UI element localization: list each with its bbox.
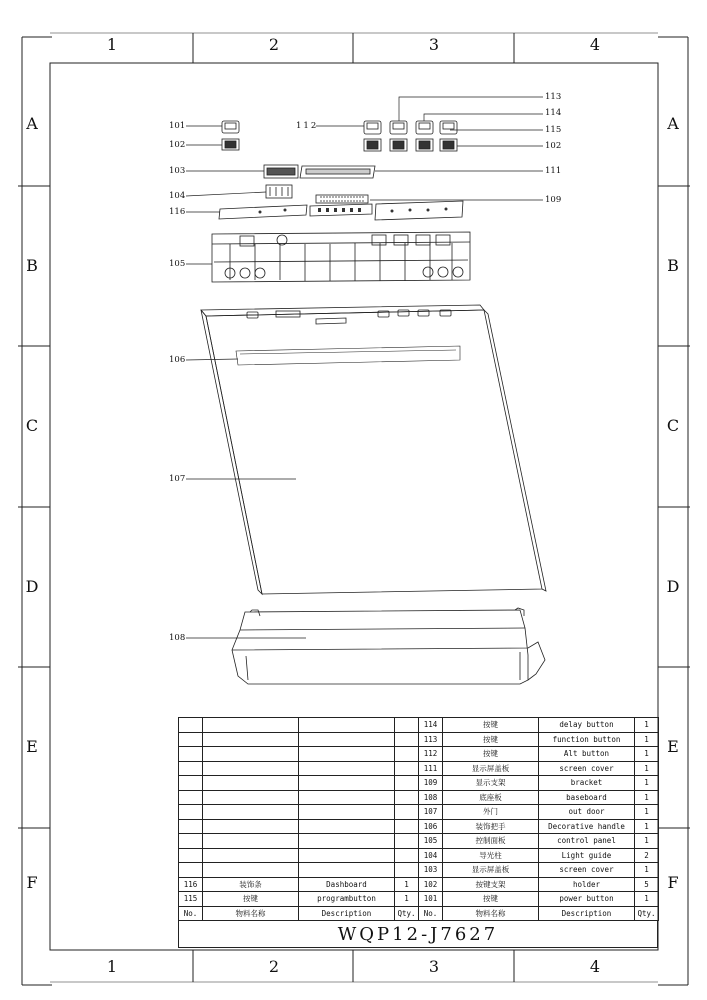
- bom-item-number: [179, 848, 203, 863]
- column-label-4-bottom: 4: [589, 957, 601, 976]
- bom-item-number: [179, 819, 203, 834]
- bom-item-name: 按键: [203, 892, 299, 907]
- bom-item-name: [203, 718, 299, 733]
- bom-item-quantity: [395, 776, 419, 791]
- bom-item-quantity: [395, 718, 419, 733]
- bom-row: [179, 790, 659, 805]
- bom-item-name: 显示支架: [443, 776, 539, 791]
- bom-item-description: [299, 732, 395, 747]
- column-label-1-top: 1: [106, 35, 118, 54]
- bom-item-name: [203, 761, 299, 776]
- bill-of-materials-table: [178, 717, 659, 921]
- bom-item-number: 104: [419, 848, 443, 863]
- bom-item-quantity: 1: [635, 863, 659, 878]
- bom-item-name: 导光柱: [443, 848, 539, 863]
- callout-103: 103: [169, 166, 186, 176]
- row-label-b-right: B: [667, 256, 679, 275]
- bom-header-description: Description: [539, 906, 635, 921]
- bom-item-quantity: [395, 747, 419, 762]
- bom-header-qty: Qty.: [635, 906, 659, 921]
- bom-item-quantity: [395, 848, 419, 863]
- bom-item-number: [179, 761, 203, 776]
- bom-header-no: No.: [419, 906, 443, 921]
- bom-item-name: [203, 805, 299, 820]
- callout-102-left: 102: [169, 140, 186, 150]
- row-label-e-left: E: [26, 737, 38, 756]
- row-label-a-left: A: [26, 114, 38, 133]
- bom-item-quantity: 1: [635, 776, 659, 791]
- bom-header-qty: Qty.: [395, 906, 419, 921]
- bom-item-description: out door: [539, 805, 635, 820]
- bom-item-number: [179, 863, 203, 878]
- column-label-2-bottom: 2: [268, 957, 280, 976]
- bom-item-quantity: [395, 834, 419, 849]
- bom-item-description: power button: [539, 892, 635, 907]
- bom-item-number: 109: [419, 776, 443, 791]
- bom-item-name: 外门: [443, 805, 539, 820]
- bom-item-quantity: [395, 819, 419, 834]
- bom-item-quantity: 1: [635, 761, 659, 776]
- bom-item-description: [299, 819, 395, 834]
- bom-item-description: [299, 790, 395, 805]
- callout-109: 109: [545, 195, 562, 205]
- bom-item-name: 显示屏盖板: [443, 761, 539, 776]
- callout-113: 113: [545, 92, 562, 102]
- bom-item-quantity: 1: [635, 834, 659, 849]
- bom-item-number: [179, 790, 203, 805]
- bom-row: [179, 834, 659, 849]
- bom-item-name: 装饰条: [203, 877, 299, 892]
- bom-item-name: [203, 848, 299, 863]
- bom-item-number: 115: [179, 892, 203, 907]
- bom-header-no: No.: [179, 906, 203, 921]
- bom-header-row: [179, 906, 659, 921]
- bom-item-name: [203, 790, 299, 805]
- bom-item-name: [203, 776, 299, 791]
- bom-item-quantity: [395, 732, 419, 747]
- callout-112: 112: [296, 121, 319, 131]
- bom-item-quantity: 1: [635, 747, 659, 762]
- bom-row: [179, 892, 659, 907]
- bom-item-description: Alt button: [539, 747, 635, 762]
- column-label-4-top: 4: [589, 35, 601, 54]
- bom-item-number: [179, 747, 203, 762]
- bom-item-quantity: 1: [635, 892, 659, 907]
- callout-116: 116: [169, 207, 186, 217]
- bom-item-name: [203, 863, 299, 878]
- bom-item-quantity: 1: [395, 892, 419, 907]
- bom-item-name: 按键: [443, 718, 539, 733]
- bom-item-quantity: 1: [635, 732, 659, 747]
- bom-item-number: 111: [419, 761, 443, 776]
- bom-item-name: 按键: [443, 732, 539, 747]
- bom-item-description: [299, 747, 395, 762]
- row-label-f-left: F: [26, 873, 38, 892]
- bom-row: [179, 863, 659, 878]
- column-label-2-top: 2: [268, 35, 280, 54]
- bom-item-number: [179, 732, 203, 747]
- bom-item-number: [179, 776, 203, 791]
- bom-item-description: Light guide: [539, 848, 635, 863]
- bom-item-name: 底座板: [443, 790, 539, 805]
- bom-item-description: programbutton: [299, 892, 395, 907]
- callout-104: 104: [169, 191, 186, 201]
- bom-row: [179, 718, 659, 733]
- bom-item-description: [299, 718, 395, 733]
- bom-item-description: screen cover: [539, 761, 635, 776]
- callout-105: 105: [169, 259, 186, 269]
- bom-item-description: bracket: [539, 776, 635, 791]
- column-label-3-top: 3: [428, 35, 440, 54]
- callout-106: 106: [169, 355, 186, 365]
- bom-item-description: baseboard: [539, 790, 635, 805]
- bom-row: [179, 877, 659, 892]
- bom-item-number: 102: [419, 877, 443, 892]
- column-label-1-bottom: 1: [106, 957, 118, 976]
- bom-item-quantity: [395, 805, 419, 820]
- row-label-d-right: D: [666, 577, 680, 596]
- bom-item-description: control panel: [539, 834, 635, 849]
- bom-item-number: 108: [419, 790, 443, 805]
- bom-item-quantity: 1: [635, 819, 659, 834]
- bom-item-quantity: 1: [395, 877, 419, 892]
- column-label-3-bottom: 3: [428, 957, 440, 976]
- row-label-c-left: C: [25, 416, 39, 435]
- row-label-a-right: A: [667, 114, 679, 133]
- row-label-b-left: B: [26, 256, 38, 275]
- callout-107: 107: [169, 474, 186, 484]
- bom-row: [179, 805, 659, 820]
- bom-item-description: [299, 848, 395, 863]
- bom-item-quantity: [395, 790, 419, 805]
- bom-item-name: 装饰把手: [443, 819, 539, 834]
- callout-111: 111: [545, 166, 562, 176]
- bom-item-name: 控制面板: [443, 834, 539, 849]
- bom-item-name: [203, 819, 299, 834]
- bom-body: [179, 718, 659, 921]
- bom-item-quantity: 1: [635, 790, 659, 805]
- bom-item-quantity: [395, 761, 419, 776]
- bom-item-number: 114: [419, 718, 443, 733]
- bom-item-description: [299, 805, 395, 820]
- bom-item-description: holder: [539, 877, 635, 892]
- bom-item-description: [299, 761, 395, 776]
- bom-item-name: 按键: [443, 892, 539, 907]
- bom-item-description: function button: [539, 732, 635, 747]
- row-label-e-right: E: [667, 737, 679, 756]
- bom-item-number: 103: [419, 863, 443, 878]
- row-label-c-right: C: [666, 416, 680, 435]
- bom-header-name: 物料名称: [443, 906, 539, 921]
- bom-row: [179, 761, 659, 776]
- bom-item-quantity: 5: [635, 877, 659, 892]
- bom-row: [179, 732, 659, 747]
- model-number: WQP12-J7627: [178, 920, 658, 948]
- bom-item-number: 106: [419, 819, 443, 834]
- bom-item-number: 101: [419, 892, 443, 907]
- bom-item-name: 按键支架: [443, 877, 539, 892]
- bom-item-description: Decorative handle: [539, 819, 635, 834]
- bom-row: [179, 819, 659, 834]
- bom-item-number: 105: [419, 834, 443, 849]
- callout-115: 115: [545, 125, 562, 135]
- bom-header-name: 物料名称: [203, 906, 299, 921]
- bom-item-number: [179, 718, 203, 733]
- bom-row: [179, 747, 659, 762]
- row-label-f-right: F: [667, 873, 679, 892]
- bom-item-description: [299, 834, 395, 849]
- bom-item-quantity: 1: [635, 718, 659, 733]
- bom-item-name: [203, 732, 299, 747]
- bom-item-description: [299, 776, 395, 791]
- bom-item-number: [179, 805, 203, 820]
- callout-108: 108: [169, 633, 186, 643]
- bom-item-quantity: 1: [635, 805, 659, 820]
- bom-item-description: delay button: [539, 718, 635, 733]
- bom-item-quantity: [395, 863, 419, 878]
- bom-row: [179, 848, 659, 863]
- bom-header-description: Description: [299, 906, 395, 921]
- callout-101: 101: [169, 121, 186, 131]
- bom-item-number: 116: [179, 877, 203, 892]
- bom-item-name: 显示屏盖板: [443, 863, 539, 878]
- bom-item-number: 107: [419, 805, 443, 820]
- callout-102-right: 102: [545, 141, 562, 151]
- bom-item-name: 按键: [443, 747, 539, 762]
- bom-item-description: Dashboard: [299, 877, 395, 892]
- bom-item-name: [203, 834, 299, 849]
- bom-item-number: [179, 834, 203, 849]
- bom-row: [179, 776, 659, 791]
- bom-item-quantity: 2: [635, 848, 659, 863]
- bom-item-name: [203, 747, 299, 762]
- row-label-d-left: D: [25, 577, 39, 596]
- bom-item-number: 113: [419, 732, 443, 747]
- callout-114: 114: [545, 108, 562, 118]
- bom-item-description: screen cover: [539, 863, 635, 878]
- bom-item-number: 112: [419, 747, 443, 762]
- bom-item-description: [299, 863, 395, 878]
